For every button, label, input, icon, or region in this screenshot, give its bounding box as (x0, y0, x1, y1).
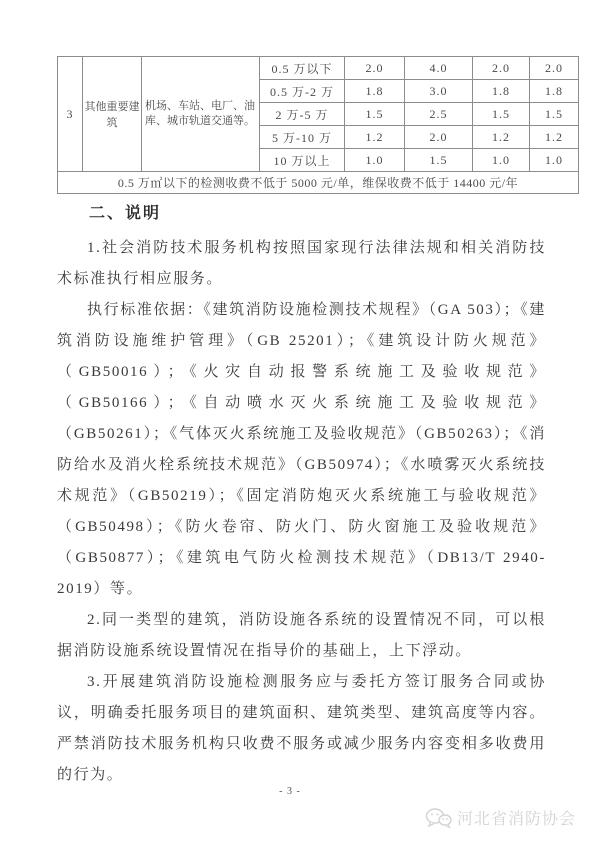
table-row (58, 57, 579, 80)
paragraph-2-standards: 执行标准依据：《建筑消防设施检测技术规程》（GA 503）；《建筑消防设施维护管理》（GB 25201）；《建筑设计防火规范》（GB50016）；《火灾自动报警系统施工及验收规范》（GB50166）；《自动喷水灭火系统施工及验收规范》（GB50261）；《气体灭火系统施工及验收规范》（GB50263）；《消防给水及消火栓系统技术规范》（GB50974）；《水喷雾灭火系统技术规范》（GB50219）；《固定消防炮灭火系统施工与验收规范》（GB50498）；《防火卷帘、防火门、防火窗施工及验收规范》（GB50877）；《建筑电气防火检测技术规范》（DB13/T 2940-2019）等。 (57, 302, 546, 597)
section-heading: 二、说明 (89, 205, 162, 222)
value-cell: 1.8 (530, 80, 579, 103)
value-cell: 1.5 (405, 149, 473, 172)
value-cell: 1.2 (345, 126, 405, 149)
value-cell: 1.0 (530, 149, 579, 172)
value-cell: 2.5 (405, 103, 473, 126)
value-cell: 3.0 (405, 80, 473, 103)
value-cell: 1.5 (530, 103, 579, 126)
value-cell: 1.0 (345, 149, 405, 172)
paragraph-3: 2.同一类型的建筑，消防设施各系统的设置情况不同，可以根据消防设施系统设置情况在指导价的基础上，上下浮动。 (57, 612, 546, 659)
page-number: - 3 - (279, 786, 301, 797)
watermark (425, 806, 576, 829)
value-cell: 2.0 (473, 57, 530, 80)
value-cell: 1.2 (473, 126, 530, 149)
value-cell: 2.0 (530, 57, 579, 80)
paragraph-1: 1.社会消防技术服务机构按照国家现行法律法规和相关消防技术标准执行相应服务。 (57, 240, 546, 287)
description-cell: 机场、车站、电厂、油库、城市轨道交通等。 (142, 57, 260, 172)
value-cell: 1.8 (473, 80, 530, 103)
watermark-text: 河北省消防协会 (456, 811, 576, 828)
area-range-cell: 5 万-10 万 (260, 126, 345, 149)
area-range-cell: 10 万以上 (260, 149, 345, 172)
value-cell: 4.0 (405, 57, 473, 80)
area-range-cell: 0.5 万-2 万 (260, 80, 345, 103)
fee-table (57, 56, 579, 194)
row-number-cell: 3 (58, 57, 83, 172)
value-cell: 1.2 (530, 126, 579, 149)
value-cell: 1.5 (473, 103, 530, 126)
paragraph-4: 3.开展建筑消防设施检测服务应与委托方签订服务合同或协议，明确委托服务项目的建筑面积、建筑类型、建筑高度等内容。严禁消防技术服务机构只收费不服务或减少服务内容变相多收费用的行为。 (57, 674, 546, 783)
value-cell: 1.5 (345, 103, 405, 126)
wechat-icon (425, 807, 452, 829)
table-note: 0.5 万㎡以下的检测收费不低于 5000 元/单，维保收费不低于 14400 元/年 (58, 172, 579, 194)
value-cell: 1.8 (345, 80, 405, 103)
value-cell: 2.0 (405, 126, 473, 149)
area-range-cell: 2 万-5 万 (260, 103, 345, 126)
table-note-row (58, 172, 579, 194)
value-cell: 2.0 (345, 57, 405, 80)
category-cell: 其他重要建筑 (83, 57, 142, 172)
area-range-cell: 0.5 万以下 (260, 57, 345, 80)
value-cell: 1.0 (473, 149, 530, 172)
notes-section (57, 202, 546, 791)
